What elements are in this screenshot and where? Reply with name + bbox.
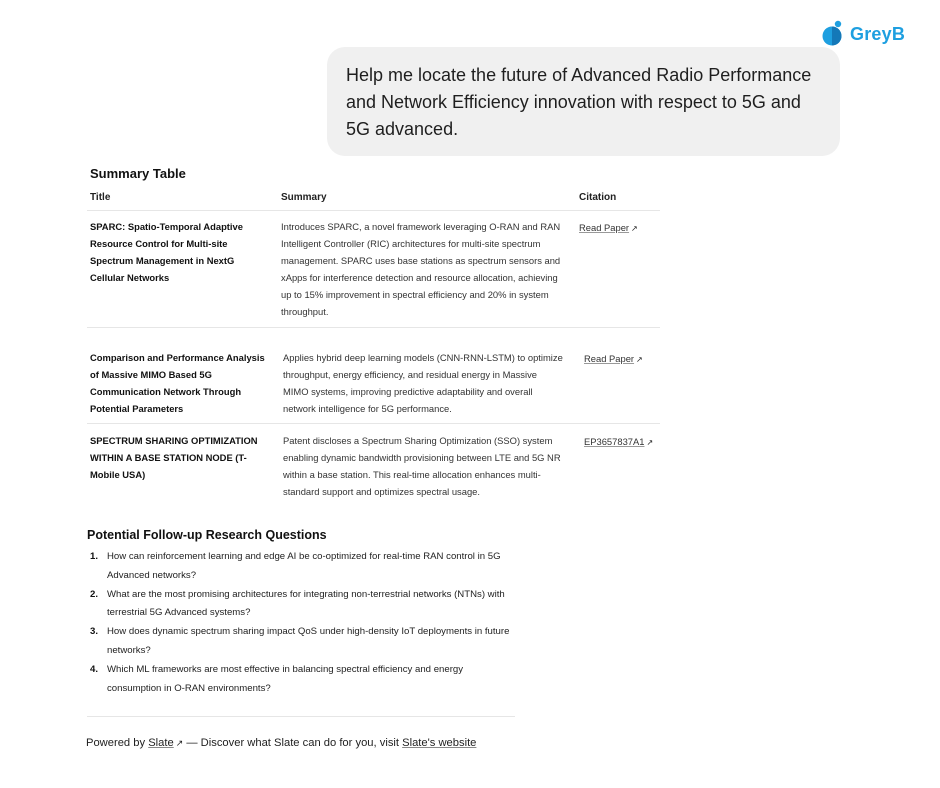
external-link-icon: ↗ [175, 738, 184, 748]
table-row-3-summary: Patent discloses a Spectrum Sharing Optimization (SSO) system enabling dynamic bandwidth provisioning between LTE and 5G NR within a base station. This real-time allocation enhances multi-standard support and optimizes spectral usage. [283, 435, 561, 497]
question-text: What are the most promising architectures for integrating non-terrestrial networks (NTNs) with terrestrial 5G Advanced systems? [107, 588, 505, 619]
greyb-logo [822, 19, 905, 49]
followup-heading: Potential Follow-up Research Questions [87, 528, 327, 542]
patent-link[interactable]: EP3657837A1 [584, 436, 645, 447]
footer-prefix: Powered by [86, 737, 146, 749]
table-row-3-title: SPECTRUM SHARING OPTIMIZATION WITHIN A BASE STATION NODE (T-Mobile USA) [90, 435, 258, 480]
table-row-2-citation [584, 349, 643, 368]
question-number: 1. [90, 551, 99, 562]
external-link-icon: ↗ [646, 438, 654, 447]
list-item [90, 623, 510, 661]
list-item [90, 586, 510, 624]
question-text: How can reinforcement learning and edge AI be co-optimized for real-time RAN control in 5G Advanced networks? [107, 551, 501, 581]
user-prompt-bubble: Help me locate the future of Advanced Radio Performance and Network Efficiency innovation with respect to 5G and 5G advanced. [327, 47, 840, 156]
question-number: 4. [90, 663, 99, 675]
table-row-divider [87, 327, 660, 328]
table-row-divider [87, 423, 660, 424]
table-header-divider [87, 210, 660, 211]
list-item [90, 548, 510, 586]
column-header-title: Title [90, 192, 111, 203]
question-text: Which ML frameworks are most effective in balancing spectral efficiency and energy consumption in O-RAN environments? [107, 663, 464, 694]
slate-link[interactable]: Slate [148, 737, 174, 749]
column-header-summary: Summary [281, 192, 327, 203]
table-row-1-title: SPARC: Spatio-Temporal Adaptive Resource Control for Multi-site Spectrum Management in NextG Cellular Networks [90, 221, 243, 283]
table-row-1-summary: Introduces SPARC, a novel framework leveraging O-RAN and RAN Intelligent Controller (RIC) architectures for multi-site spectrum management. SPARC uses base stations as spectrum sensors and xApps for interference detection and resource allocation, achieving up to 15% improvement in spectral efficiency and 20% in system throughput. [281, 221, 561, 317]
question-text: How does dynamic spectrum sharing impact QoS under high-density IoT deployments in future networks? [107, 626, 510, 656]
table-row-1-citation [579, 218, 638, 237]
greyb-logo-text: GreyB [850, 23, 906, 44]
question-number: 2. [90, 588, 99, 600]
slate-website-link[interactable]: Slate's website [402, 737, 477, 749]
column-header-citation: Citation [579, 192, 617, 203]
read-paper-link-2[interactable]: Read Paper [584, 353, 635, 364]
external-link-icon: ↗ [636, 355, 643, 364]
greyb-logo-icon [822, 20, 844, 48]
list-item [90, 661, 510, 699]
footer-divider [87, 716, 515, 717]
summary-table-heading: Summary Table [90, 166, 186, 181]
external-link-icon: ↗ [631, 224, 638, 233]
followup-question-list [90, 548, 510, 698]
footer [86, 737, 476, 749]
table-row-3-citation [584, 432, 653, 451]
read-paper-link-1[interactable]: Read Paper [579, 222, 630, 233]
table-row-2-summary: Applies hybrid deep learning models (CNN-RNN-LSTM) to optimize throughput, energy efficiency, and residual energy in Massive MIMO systems, improving predictive adaptability and overall network intelligence for 5G performance. [283, 352, 563, 414]
footer-middle-text: — Discover what Slate can do for you, visit [186, 737, 400, 749]
table-row-2-title: Comparison and Performance Analysis of Massive MIMO Based 5G Communication Network Through Potential Parameters [90, 352, 265, 414]
question-number: 3. [90, 626, 99, 638]
